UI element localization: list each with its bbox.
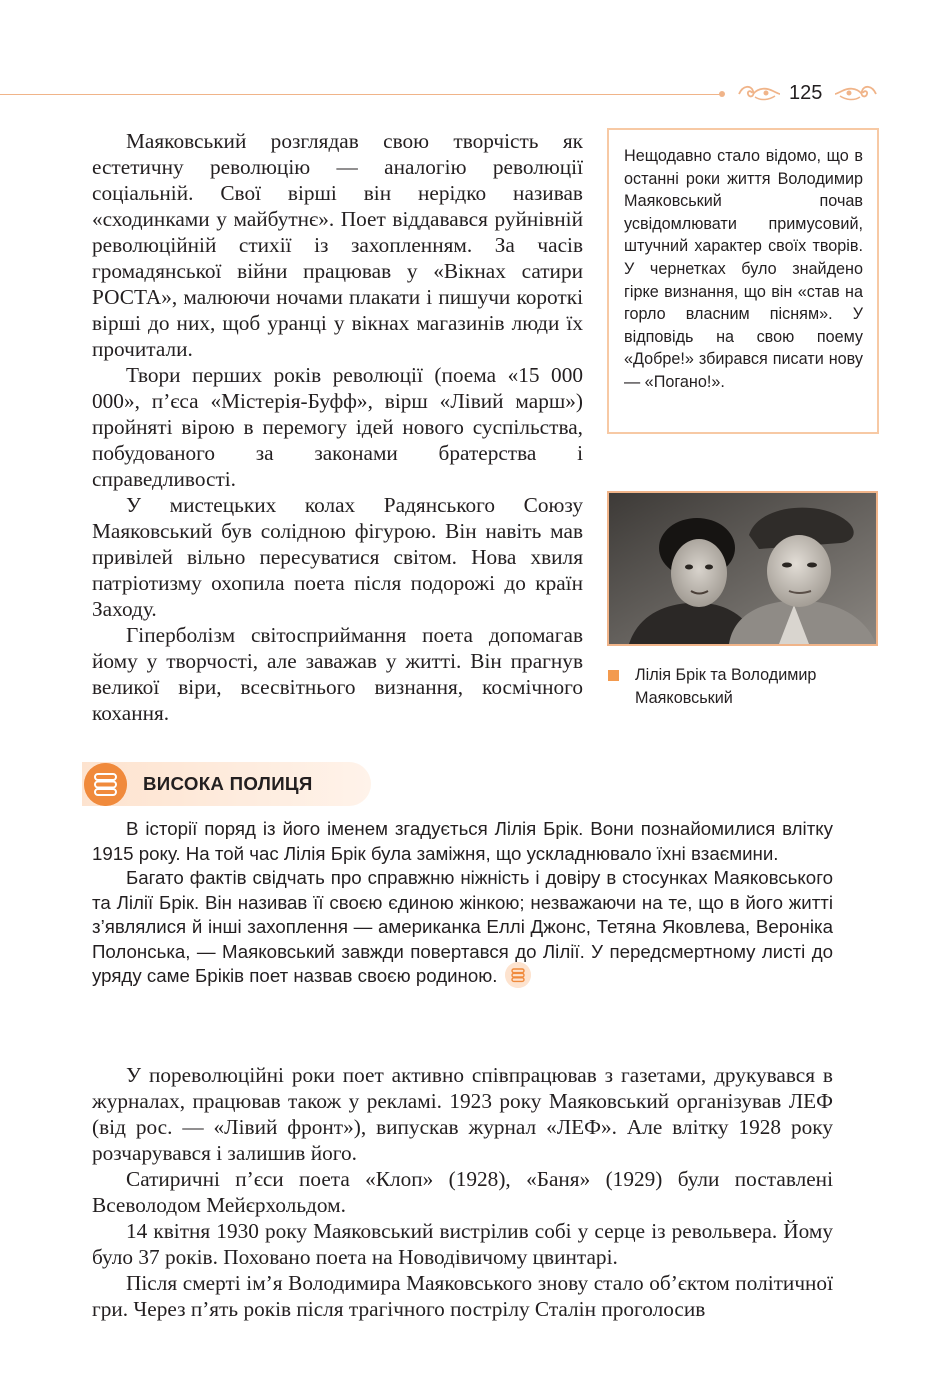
bottom-text-column — [92, 1062, 833, 1322]
paragraph: У мистецьких колах Радянського Союзу Маяковський був солідною фігурою. Він навіть мав привілей вільно пересуватися світом. Нова хвиля патріотизму охопила поета після подорожі до країн Заходу. — [92, 493, 583, 621]
paragraph: Твори перших років революції (поема «15 000 000», п’єса «Містерія-Буфф», вірш «Лівий марш») пройняті вірою в перемогу ідей нового суспільства, побудованого за законами братерства і справедливості. — [92, 363, 583, 491]
left-flourish-icon — [737, 82, 781, 106]
paragraph: 14 квітня 1930 року Маяковський вистрілив собі у серце із револьвера. Йому було 37 років. Поховано поета на Новодівичому цвинтарі. — [92, 1219, 833, 1269]
header-rule-dot — [719, 91, 725, 97]
bookshelf-end-icon — [505, 962, 531, 988]
shelf-paragraph — [92, 866, 833, 990]
shelf-paragraph: В історії поряд із його іменем згадується Лілія Брік. Вони познайомилися влітку 1915 року. На той час Лілія Брік була заміжня, що ускладнювало їхні взаємини. — [92, 818, 833, 864]
shelf-paragraph-text: Багато фактів свідчать про справжню ніжність і довіру в стосунках Маяковського та Лілії Брік. Він називав її своєю єдиною жінкою; незважаючи на те, що в його житті з’являлися й інші захоплення — американка Еллі Джонс, Тетяна Яковлева, Вероніка Полонська, — Маяковський завжди повертався до Лілії. У передсмертному листі до уряду саме Бріків поет назвав своєю родиною. — [92, 867, 833, 986]
photo-image — [609, 493, 876, 644]
paragraph: Сатиричні п’єси поета «Клоп» (1928), «Баня» (1929) були поставлені Всеволодом Мейєрхольдом. — [92, 1167, 833, 1217]
caption-text: Лілія Брік та Володимир Маяковський — [635, 666, 817, 707]
shelf-title: ВИСОКА ПОЛИЦЯ — [143, 773, 313, 794]
caption-bullet-icon — [608, 670, 619, 681]
main-text-column — [92, 128, 583, 726]
bookshelf-icon — [84, 763, 127, 806]
paragraph: У пореволюційні роки поет активно співпрацював з газетами, друкувався в журналах, працював також у рекламі. 1923 року Маяковський організував ЛЕФ (від рос. — «Лівий фронт»), випускав журнал «ЛЕФ». Але влітку 1928 року розчарувався і залишив його. — [92, 1063, 833, 1165]
sidebar-text: Нещодавно стало відомо, що в останні роки життя Володимир Маяковський почав усвідомлювати примусовий, штучний характер своїх творів. У чернетках було знайдено гірке визнання, що він «став на горло власним пісням». У відповідь на свою поему «Добре!» збирався писати нову — «Погано!». — [624, 147, 863, 391]
paragraph: Після смерті ім’я Володимира Маяковського знову стало об’єктом політичної гри. Через п’ять років після трагічного пострілу Сталін проголосив — [92, 1271, 833, 1321]
right-flourish-icon — [834, 82, 878, 106]
sidebar-note — [607, 128, 879, 434]
portrait-photo — [607, 491, 878, 646]
paragraph: Гіперболізм світосприймання поета допомагав йому у творчості, але заважав у житті. Він прагнув великої віри, всесвітнього визнання, космічного кохання. — [92, 623, 583, 725]
shelf-text-block — [92, 817, 833, 990]
page-number: 125 — [789, 82, 823, 104]
header-rule — [0, 94, 722, 95]
photo-caption — [608, 664, 880, 709]
paragraph: Маяковський розглядав свою творчість як естетичну революцію — аналогію революції соціальній. Свої вірші він нерідко називав «сходинками у майбутнє». Поет віддавався руйнівній революційній стихії із захопленням. За часів громадянської війни працював у «Вікнах сатири РОСТА», малюючи ночами плакати і пишучи короткі вірші до них, щоб уранці у вікнах магазинів люди їх прочитали. — [92, 129, 583, 361]
